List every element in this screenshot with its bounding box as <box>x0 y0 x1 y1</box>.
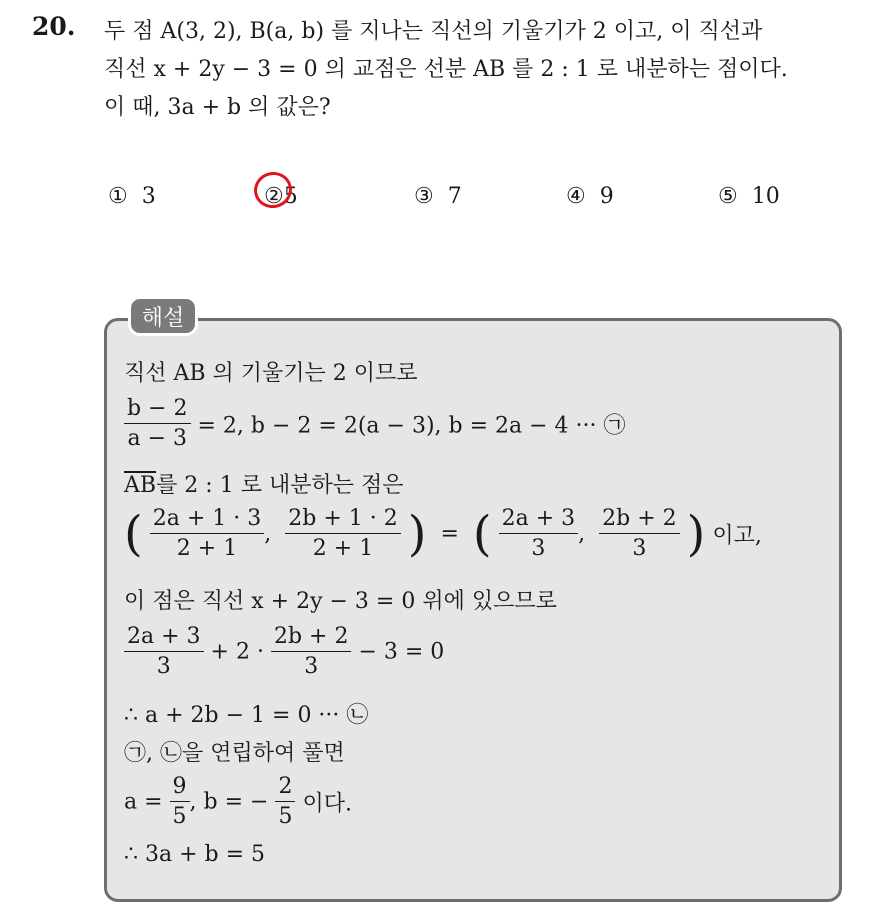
fraction-numerator: 2b + 2 <box>599 506 680 534</box>
choice-3[interactable] <box>414 184 462 209</box>
solution-line-1: 직선 AB 의 기울기는 2 이므로 <box>124 361 418 386</box>
choice-4-value: 9 <box>599 184 614 209</box>
fraction-denominator: 3 <box>531 536 546 562</box>
solution-line-2 <box>124 396 626 452</box>
solution-line-9-tail: 이다. <box>302 791 352 817</box>
fraction-denominator: 2 + 1 <box>312 536 374 562</box>
question-line-3: 이 때, 3a + b 의 값은? <box>104 95 331 120</box>
fraction <box>271 624 352 680</box>
fraction <box>285 506 400 562</box>
fraction-denominator: 5 <box>172 804 187 830</box>
solution-line-7: ∴ a + 2b − 1 = 0 ··· ㉡ <box>124 703 369 728</box>
fraction-denominator: 2 + 1 <box>176 536 238 562</box>
slope-fraction <box>124 396 191 452</box>
question-line-1: 두 점 A(3, 2), B(a, b) 를 지나는 직선의 기울기가 2 이고, 이 직선과 <box>104 19 763 44</box>
solution-tab: 해설 <box>128 296 198 336</box>
choice-5-value: 10 <box>751 184 780 209</box>
fraction-numerator: 2a + 3 <box>499 506 579 534</box>
fraction-denominator: 3 <box>156 654 171 680</box>
solution-line-3 <box>124 468 403 499</box>
fraction-denominator: 3 <box>304 654 319 680</box>
choice-4-label: ④ <box>566 184 586 209</box>
choice-5[interactable] <box>718 184 780 209</box>
choice-2[interactable] <box>264 184 298 209</box>
fraction-denominator: a − 3 <box>127 426 188 452</box>
solution-line-6-rest: − 3 = 0 <box>358 639 445 665</box>
segment-ab: $\overline{AB}$ <box>124 473 157 498</box>
solution-line-8: ㉠, ㉡을 연립하여 풀면 <box>124 741 345 766</box>
choice-3-value: 7 <box>447 184 462 209</box>
fraction-numerator: 2b + 1 · 2 <box>285 506 400 534</box>
fraction <box>599 506 680 562</box>
fraction-denominator: 3 <box>632 536 647 562</box>
fraction-numerator: 2b + 2 <box>271 624 352 652</box>
fraction <box>150 506 265 562</box>
choice-1[interactable] <box>108 184 156 209</box>
fraction <box>170 774 190 830</box>
fraction-numerator: 9 <box>170 774 190 802</box>
fraction-denominator: 5 <box>278 804 293 830</box>
solution-line-10: ∴ 3a + b = 5 <box>124 842 266 867</box>
fraction-numerator: 2 <box>275 774 295 802</box>
right-paren: ) <box>686 505 706 562</box>
question-number: 20. <box>32 12 76 41</box>
fraction-numerator: b − 2 <box>124 396 191 424</box>
solution-line-5: 이 점은 직선 x + 2y − 3 = 0 위에 있으므로 <box>124 589 557 614</box>
solution-line-2-rest: = 2, b − 2 = 2(a − 3), b = 2a − 4 ··· ㉠ <box>197 413 626 439</box>
equals: = <box>433 521 466 547</box>
solution-line-3-rest: 를 2 : 1 로 내분하는 점은 <box>156 473 404 498</box>
fraction <box>124 624 204 680</box>
right-paren: ) <box>407 505 427 562</box>
solution-line-9 <box>124 774 352 830</box>
fraction-numerator: 2a + 1 · 3 <box>150 506 265 534</box>
comma: , <box>264 521 279 547</box>
fraction-numerator: 2a + 3 <box>124 624 204 652</box>
choice-4[interactable] <box>566 184 614 209</box>
left-paren: ( <box>472 505 492 562</box>
solution-line-9-b: , b = − <box>189 789 269 815</box>
choice-2-label: ② <box>264 184 284 209</box>
solution-line-4 <box>124 506 762 562</box>
solution-line-6 <box>124 624 444 680</box>
solution-line-6-mid: + 2 · <box>210 639 264 665</box>
choice-2-value: 5 <box>283 184 298 209</box>
comma: , <box>578 521 593 547</box>
question-line-2: 직선 x + 2y − 3 = 0 의 교점은 선분 AB 를 2 : 1 로 내분하는 점이다. <box>104 57 788 82</box>
fraction <box>499 506 579 562</box>
left-paren: ( <box>124 505 143 562</box>
choice-5-label: ⑤ <box>718 184 738 209</box>
choice-1-value: 3 <box>141 184 156 209</box>
solution-line-9-a: a = <box>124 789 163 815</box>
solution-line-4-tail: 이고, <box>712 523 762 549</box>
choice-1-label: ① <box>108 184 128 209</box>
fraction <box>275 774 295 830</box>
choice-3-label: ③ <box>414 184 434 209</box>
